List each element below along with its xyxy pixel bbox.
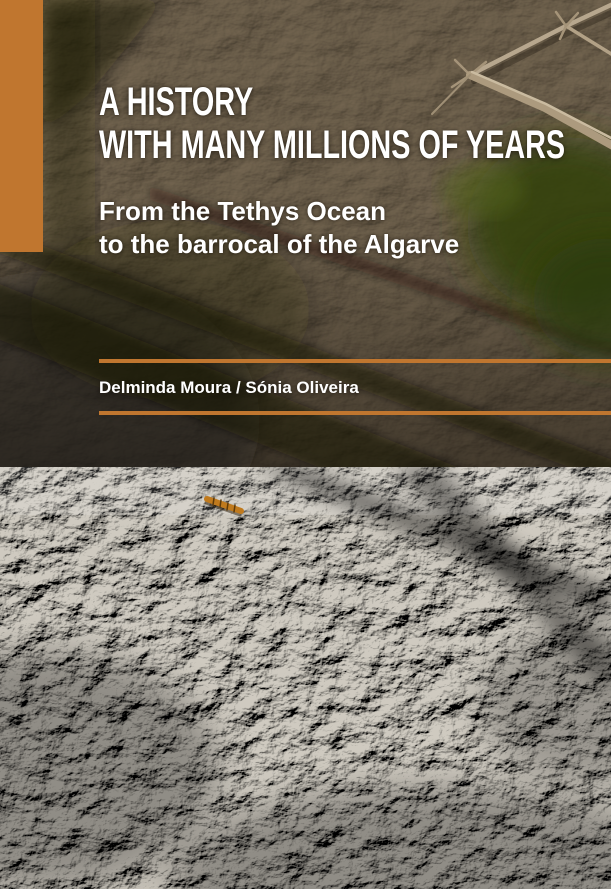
book-subtitle-line1: From the Tethys Ocean — [99, 196, 387, 226]
book-title-line2: WITH MANY MILLIONS OF YEARS — [99, 123, 566, 167]
book-title-line1: A HISTORY — [99, 80, 254, 124]
book-title — [99, 81, 611, 167]
accent-bar-left — [0, 0, 43, 252]
photo-bottom-light-rock — [0, 467, 611, 889]
accent-rule-bottom — [99, 411, 611, 415]
accent-rule-top — [99, 359, 611, 363]
authors: Delminda Moura / Sónia Oliveira — [99, 378, 359, 397]
book-subtitle-line2: to the barrocal of the Algarve — [99, 229, 460, 259]
book-subtitle — [99, 195, 459, 261]
